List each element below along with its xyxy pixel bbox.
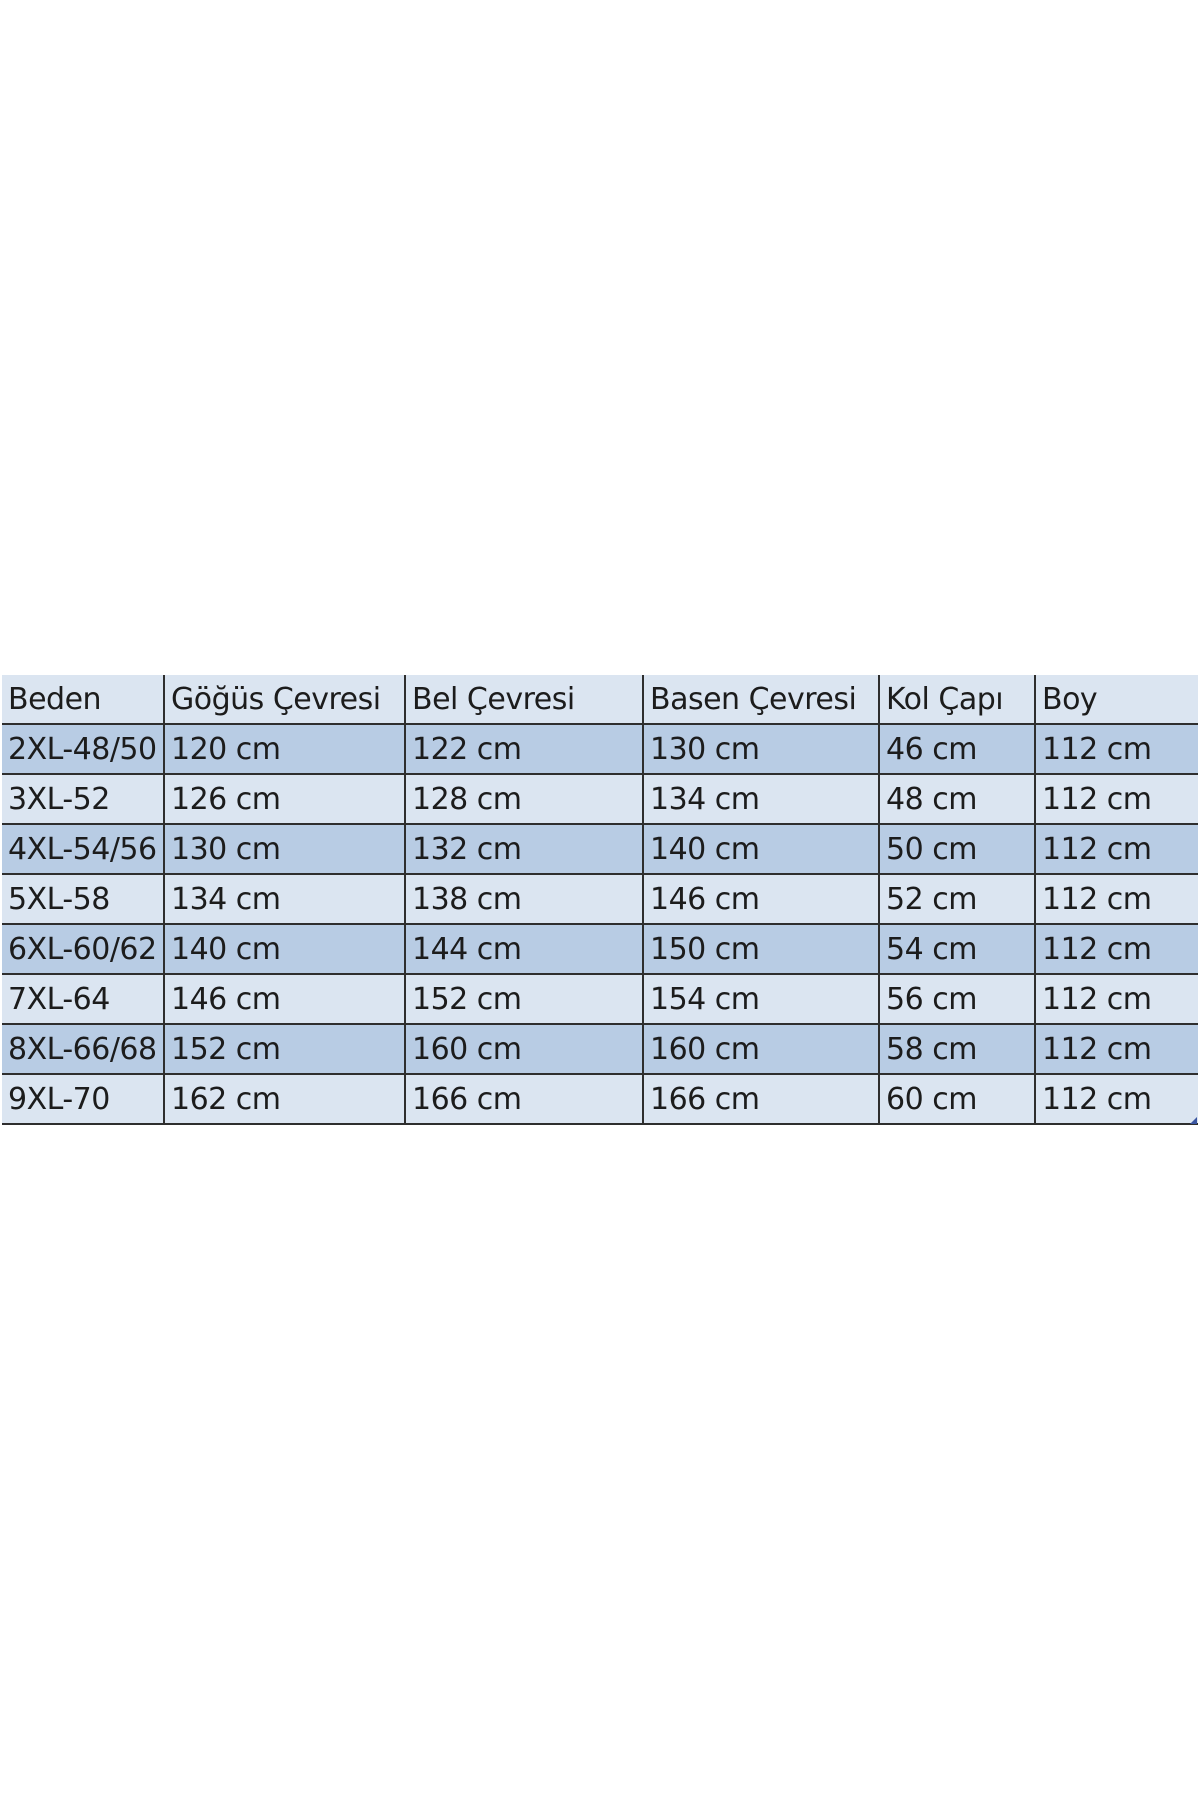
cell-bel: 166 cm: [405, 1074, 643, 1124]
cell-beden: 9XL-70: [2, 1074, 164, 1124]
cell-basen: 160 cm: [643, 1024, 879, 1074]
cell-kol: 48 cm: [879, 774, 1035, 824]
cell-basen: 134 cm: [643, 774, 879, 824]
cell-gogus: 120 cm: [164, 724, 405, 774]
cell-boy: 112 cm: [1035, 874, 1198, 924]
header-row: [2, 675, 1198, 724]
cell-bel: 132 cm: [405, 824, 643, 874]
cell-boy: 112 cm: [1035, 774, 1198, 824]
cell-boy: 112 cm: [1035, 724, 1198, 774]
cell-kol: 58 cm: [879, 1024, 1035, 1074]
table-row: [2, 824, 1198, 874]
cell-basen: 154 cm: [643, 974, 879, 1024]
cell-kol: 56 cm: [879, 974, 1035, 1024]
table-row: [2, 724, 1198, 774]
table-row: [2, 1024, 1198, 1074]
cell-basen: 150 cm: [643, 924, 879, 974]
cell-kol: 60 cm: [879, 1074, 1035, 1124]
cell-bel: 122 cm: [405, 724, 643, 774]
header-gogus-cevresi: Göğüs Çevresi: [164, 675, 405, 724]
table-row: [2, 874, 1198, 924]
cell-basen: 130 cm: [643, 724, 879, 774]
size-chart-table: [2, 675, 1198, 1125]
cell-gogus: 152 cm: [164, 1024, 405, 1074]
cell-basen: 146 cm: [643, 874, 879, 924]
header-kol-capi: Kol Çapı: [879, 675, 1035, 724]
cell-bel: 128 cm: [405, 774, 643, 824]
cell-kol: 46 cm: [879, 724, 1035, 774]
cell-bel: 138 cm: [405, 874, 643, 924]
cell-basen: 166 cm: [643, 1074, 879, 1124]
header-beden: Beden: [2, 675, 164, 724]
cell-beden: 8XL-66/68: [2, 1024, 164, 1074]
cell-kol: 50 cm: [879, 824, 1035, 874]
header-basen-cevresi: Basen Çevresi: [643, 675, 879, 724]
cell-beden: 5XL-58: [2, 874, 164, 924]
cell-gogus: 146 cm: [164, 974, 405, 1024]
cell-gogus: 162 cm: [164, 1074, 405, 1124]
cell-gogus: 140 cm: [164, 924, 405, 974]
cell-basen: 140 cm: [643, 824, 879, 874]
cell-boy: 112 cm: [1035, 924, 1198, 974]
cell-beden: 2XL-48/50: [2, 724, 164, 774]
table-row: [2, 1074, 1198, 1124]
cell-boy: 112 cm: [1035, 1074, 1198, 1124]
cell-bel: 144 cm: [405, 924, 643, 974]
cell-gogus: 130 cm: [164, 824, 405, 874]
cell-boy: 112 cm: [1035, 1024, 1198, 1074]
header-bel-cevresi: Bel Çevresi: [405, 675, 643, 724]
cell-kol: 52 cm: [879, 874, 1035, 924]
cell-bel: 152 cm: [405, 974, 643, 1024]
header-boy: Boy: [1035, 675, 1198, 724]
cell-gogus: 134 cm: [164, 874, 405, 924]
cell-beden: 7XL-64: [2, 974, 164, 1024]
cell-gogus: 126 cm: [164, 774, 405, 824]
resize-handle-icon: [1190, 1117, 1197, 1124]
cell-kol: 54 cm: [879, 924, 1035, 974]
table-row: [2, 774, 1198, 824]
cell-bel: 160 cm: [405, 1024, 643, 1074]
cell-beden: 4XL-54/56: [2, 824, 164, 874]
cell-boy: 112 cm: [1035, 974, 1198, 1024]
table-row: [2, 924, 1198, 974]
cell-beden: 3XL-52: [2, 774, 164, 824]
table-row: [2, 974, 1198, 1024]
cell-beden: 6XL-60/62: [2, 924, 164, 974]
cell-boy: 112 cm: [1035, 824, 1198, 874]
